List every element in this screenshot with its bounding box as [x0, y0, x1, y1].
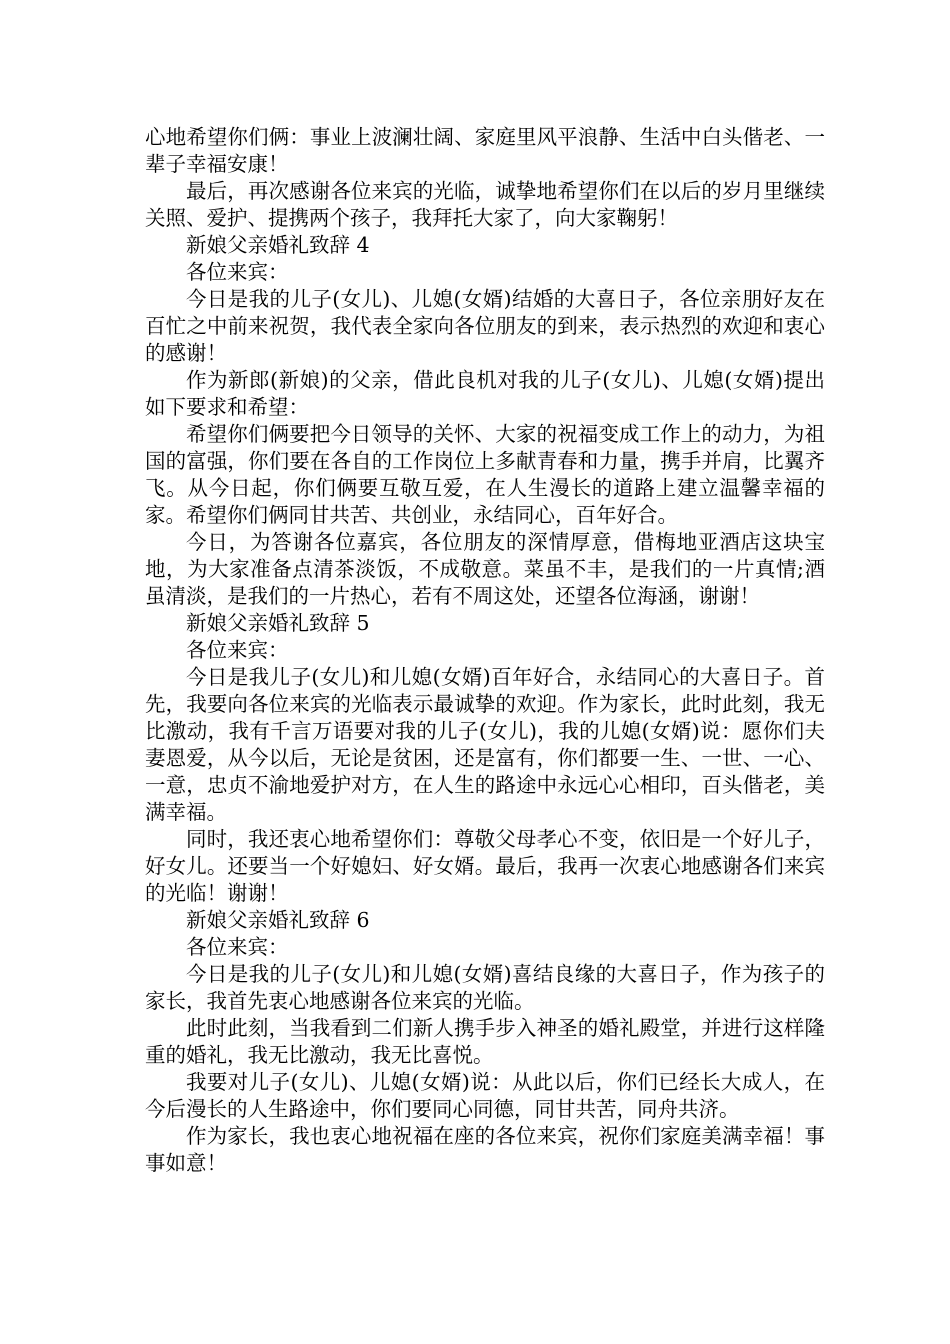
paragraph-4-thanks: 今日，为答谢各位嘉宾，各位朋友的深情厚意，借梅地亚酒店这块宝地，为大家准备点清茶淡饭，不成敬意。菜虽不丰，是我们的一片真情;酒虽清淡，是我们的一片热心，若有不周这处，还望各位海涵，谢谢！	[145, 530, 825, 608]
paragraph-6-emotion: 此时此刻，当我看到二们新人携手步入神圣的婚礼殿堂，并进行这样隆重的婚礼，我无比激动，我无比喜悦。	[145, 1016, 825, 1067]
salutation-6: 各位来宾：	[186, 935, 289, 959]
salutation-5: 各位来宾：	[186, 638, 289, 662]
section-heading-5: 新娘父亲婚礼致辞 5	[186, 611, 370, 635]
paragraph-6-advice: 我要对儿子(女儿)、儿媳(女婿)说：从此以后，你们已经长大成人，在今后漫长的人生路途中，你们要同心同德，同甘共苦，同舟共济。	[145, 1070, 825, 1121]
paragraph-5-wishes: 同时，我还衷心地希望你们：尊敬父母孝心不变，依旧是一个好儿子，好女儿。还要当一个好媳妇、好女婿。最后，我再一次衷心地感谢各们来宾的光临！谢谢！	[145, 827, 825, 905]
document-body	[145, 124, 825, 1177]
paragraph-4-intro-hopes: 作为新郎(新娘)的父亲，借此良机对我的儿子(女儿)、儿媳(女婿)提出如下要求和希望：	[145, 368, 825, 419]
paragraph-4-welcome: 今日是我的儿子(女儿)、儿媳(女婿)结婚的大喜日子，各位亲朋好友在百忙之中前来祝贺，我代表全家向各位朋友的到来，表示热烈的欢迎和衷心的感谢！	[145, 287, 825, 365]
salutation-4: 各位来宾：	[186, 260, 289, 284]
paragraph-final-thanks: 最后，再次感谢各位来宾的光临，诚挚地希望你们在以后的岁月里继续关照、爱护、提携两个孩子，我拜托大家了，向大家鞠躬！	[145, 179, 825, 230]
paragraph-closing-wish: 心地希望你们俩：事业上波澜壮阔、家庭里风平浪静、生活中白头偕老、一辈子幸福安康！	[145, 125, 825, 176]
paragraph-6-blessing: 作为家长，我也衷心地祝福在座的各位来宾，祝你们家庭美满幸福！事事如意！	[145, 1124, 825, 1175]
section-heading-4: 新娘父亲婚礼致辞 4	[186, 233, 370, 257]
paragraph-6-welcome: 今日是我的儿子(女儿)和儿媳(女婿)喜结良缘的大喜日子，作为孩子的家长，我首先衷心地感谢各位来宾的光临。	[145, 962, 825, 1013]
paragraph-4-hopes: 希望你们俩要把今日领导的关怀、大家的祝福变成工作上的动力，为祖国的富强，你们要在各自的工作岗位上多献青春和力量，携手并肩，比翼齐飞。从今日起，你们俩要互敬互爱，在人生漫长的道路上建立温馨幸福的家。希望你们俩同甘共苦、共创业，永结同心，百年好合。	[145, 422, 825, 527]
section-heading-6: 新娘父亲婚礼致辞 6	[186, 908, 370, 932]
paragraph-5-welcome: 今日是我儿子(女儿)和儿媳(女婿)百年好合，永结同心的大喜日子。首先，我要向各位来宾的光临表示最诚挚的欢迎。作为家长，此时此刻，我无比激动，我有千言万语要对我的儿子(女儿)，我的儿媳(女婿)说：愿你们夫妻恩爱，从今以后，无论是贫困，还是富有，你们都要一生、一世、一心、一意，忠贞不渝地爱护对方，在人生的路途中永远心心相印，百头偕老，美满幸福。	[145, 665, 825, 824]
